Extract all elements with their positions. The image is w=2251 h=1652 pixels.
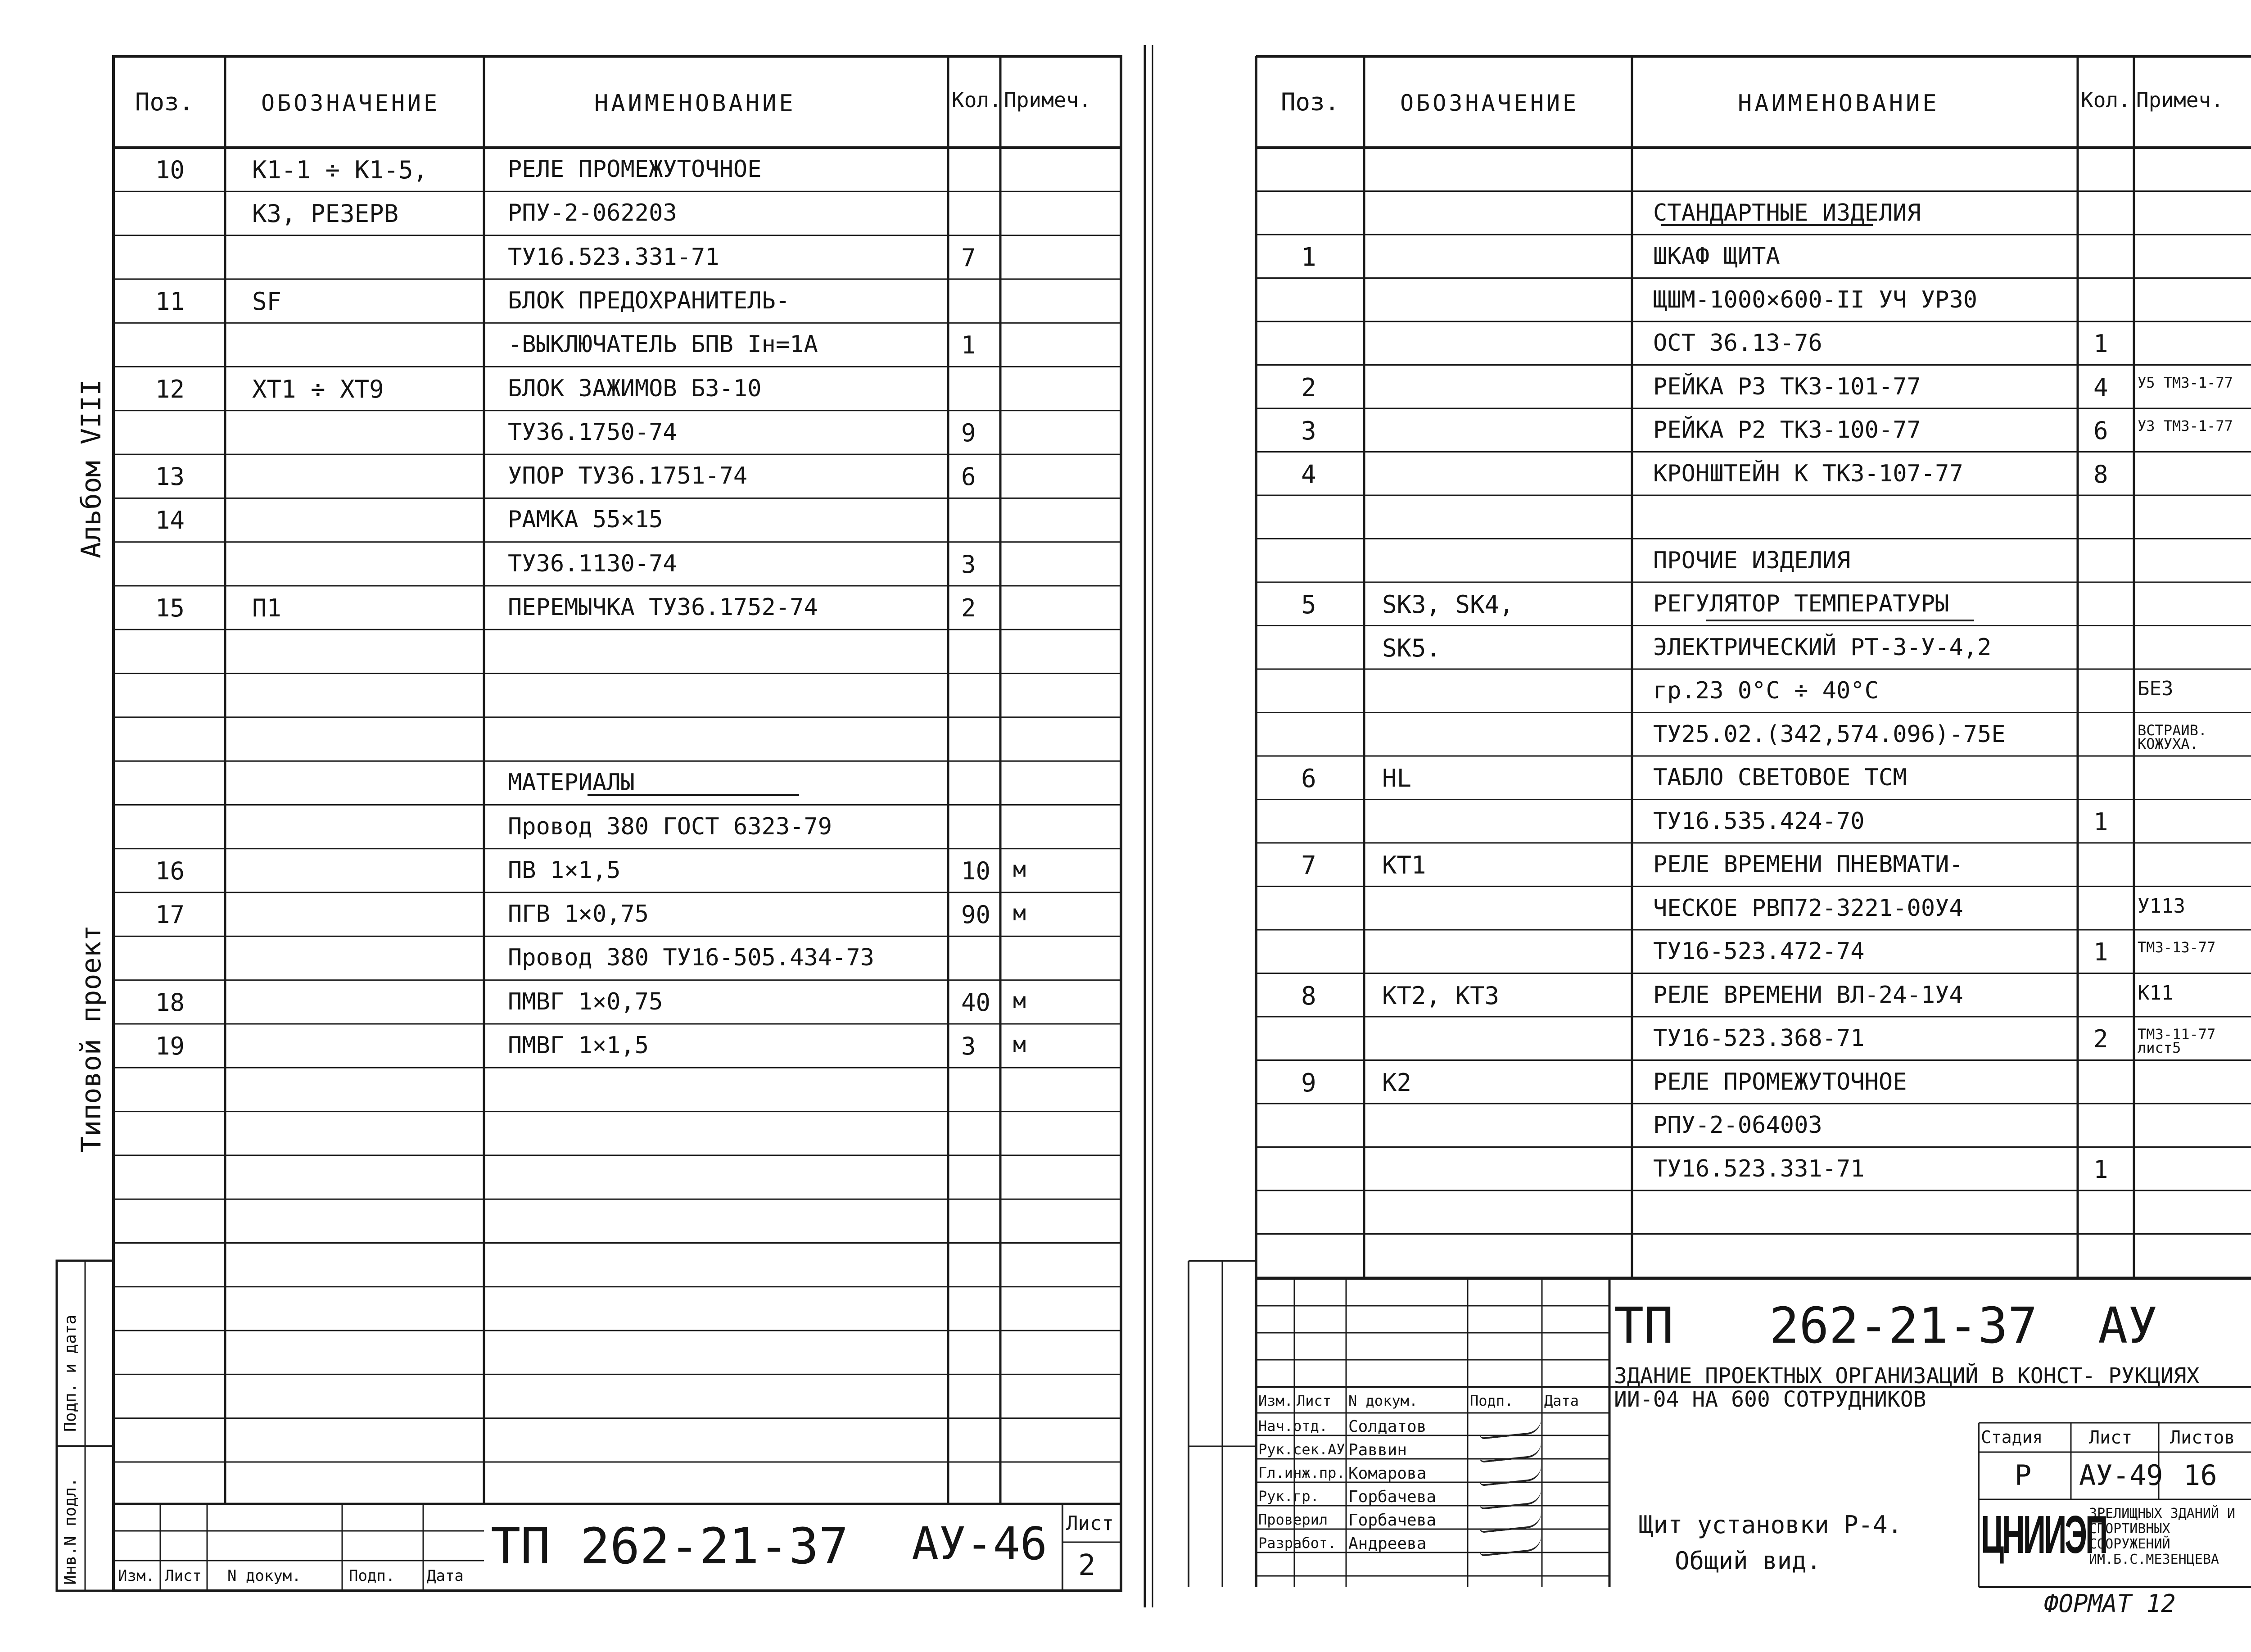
- right-header-name: НАИМЕНОВАНИЕ: [1738, 90, 1939, 117]
- podp-data-label: Подп. и дата: [61, 1314, 80, 1432]
- right-stamp-code: ТП: [1614, 1297, 1674, 1354]
- left-row-prim: м: [1013, 901, 1026, 926]
- right-row-name: КРОНШТЕЙН К ТК3-107-77: [1653, 460, 1963, 487]
- right-row-name: РЕЙКА Р2 ТК3-100-77: [1653, 416, 1921, 444]
- left-row-name: МАТЕРИАЛЫ: [508, 769, 635, 797]
- left-row-name: ТУ36.1130-74: [508, 550, 677, 577]
- right-stamp-lists-label: Листов: [2170, 1427, 2235, 1448]
- left-row-pos: 13: [155, 462, 185, 491]
- right-stamp-data: Дата: [1544, 1392, 1579, 1409]
- right-row-pos: 1: [1301, 243, 1316, 272]
- left-row-pos: 19: [155, 1032, 185, 1060]
- right-row-name: РЕГУЛЯТОР ТЕМПЕРАТУРЫ: [1653, 590, 1949, 617]
- left-row-name: Провод 380 ТУ16-505.434-73: [508, 944, 874, 972]
- right-stamp-ndok: N докум.: [1348, 1392, 1418, 1409]
- right-row-oboz: SK5.: [1382, 634, 1441, 662]
- right-row-name: РПУ-2-064003: [1653, 1112, 1822, 1139]
- right-row-name: РЕЙКА Р3 ТК3-101-77: [1653, 373, 1921, 400]
- stamp-person: Горбачева: [1348, 1488, 1437, 1506]
- right-stamp-code-num: 262-21-37: [1769, 1297, 2038, 1354]
- left-row-pos: 10: [155, 156, 185, 184]
- right-row-pos: 9: [1301, 1068, 1316, 1098]
- right-stamp-list: АУ-49: [2079, 1459, 2163, 1492]
- stamp-role: Рук.сек.АУ: [1258, 1441, 1345, 1458]
- left-stamp-podp: Подп.: [349, 1567, 395, 1585]
- left-row-qty: 2: [961, 594, 976, 622]
- right-row-name: ПРОЧИЕ ИЗДЕЛИЯ: [1653, 547, 1851, 574]
- org-logo: ЦНИИЭП: [1981, 1504, 2106, 1565]
- right-row-oboz: KT1: [1382, 851, 1426, 879]
- right-row-oboz: HL: [1382, 764, 1412, 792]
- stamp-person: Комарова: [1348, 1464, 1427, 1483]
- right-row-qty: 6: [2093, 416, 2108, 445]
- right-row-name: ШКАФ ЩИТА: [1653, 243, 1780, 270]
- left-stamp-list-label: Лист: [1066, 1512, 1114, 1535]
- left-row-name: ПМВГ 1×1,5: [508, 1032, 649, 1059]
- right-stamp-stage: Р: [2015, 1459, 2032, 1492]
- left-row-name: УПОР ТУ36.1751-74: [508, 462, 748, 490]
- right-stamp-podp: Подп.: [1470, 1392, 1514, 1409]
- right-stamp-code-suffix: АУ: [2098, 1297, 2158, 1354]
- left-row-qty: 6: [961, 462, 976, 491]
- left-row-oboz: ХТ1 ÷ ХТ9: [252, 375, 384, 403]
- right-stamp-lists: 16: [2183, 1459, 2217, 1492]
- left-row-qty: 10: [961, 856, 991, 885]
- left-row-name: ТУ36.1750-74: [508, 418, 677, 446]
- right-stamp-org: ЗРЕЛИЩНЫХ ЗДАНИЙ И СПОРТИВНЫХ СООРУЖЕНИЙ ИМ.Б.С.МЕЗЕНЦЕВА: [2089, 1506, 2236, 1567]
- stamp-person: Солдатов: [1348, 1417, 1427, 1436]
- right-row-prim: ТМ3-13-77: [2138, 939, 2216, 956]
- left-stamp-list-no: 2: [1078, 1549, 1096, 1582]
- right-row-qty: 1: [2093, 1155, 2108, 1184]
- left-row-pos: 15: [155, 594, 185, 622]
- right-header-qty: Кол.: [2081, 88, 2131, 112]
- left-row-name: БЛОК ПРЕДОХРАНИТЕЛЬ-: [508, 287, 790, 314]
- left-row-pos: 11: [155, 287, 185, 316]
- right-row-qty: 2: [2093, 1025, 2108, 1053]
- right-stamp-izm: Изм.: [1258, 1392, 1293, 1409]
- right-row-name: РЕЛЕ ВРЕМЕНИ ПНЕВМАТИ-: [1653, 851, 1963, 878]
- right-row-name: СТАНДАРТНЫЕ ИЗДЕЛИЯ: [1653, 199, 1921, 226]
- right-row-name: ЧЕСКОЕ РВП72-3221-00У4: [1653, 894, 1963, 922]
- right-row-oboz: K2: [1382, 1068, 1412, 1097]
- right-row-name: ТУ16-523.368-71: [1653, 1025, 1865, 1052]
- right-row-qty: 1: [2093, 807, 2108, 836]
- album-label: Альбом VIII: [76, 379, 107, 558]
- left-stamp-sheet-code: АУ-46: [912, 1517, 1048, 1570]
- right-row-name: ТУ16.523.331-71: [1653, 1155, 1865, 1182]
- right-row-prim: БЕЗ: [2138, 677, 2174, 700]
- right-header-oboz: ОБОЗНАЧЕНИЕ: [1400, 90, 1579, 116]
- left-row-prim: м: [1013, 1032, 1026, 1057]
- right-row-oboz: KT2, KT3: [1382, 981, 1500, 1010]
- left-row-name: РЕЛЕ ПРОМЕЖУТОЧНОЕ: [508, 156, 762, 183]
- right-row-pos: 5: [1301, 590, 1316, 620]
- right-row-name: ТУ25.02.(342,574.096)-75Е: [1653, 720, 2006, 748]
- stamp-role: Проверил: [1258, 1511, 1328, 1528]
- left-row-qty: 9: [961, 418, 976, 447]
- stamp-role: Гл.инж.пр.: [1258, 1464, 1345, 1481]
- left-stamp-ndok: N докум.: [227, 1567, 301, 1585]
- right-header-pos: Поз.: [1281, 88, 1340, 116]
- right-row-name: гр.23 0°С ÷ 40°С: [1653, 677, 1879, 704]
- left-row-qty: 7: [961, 243, 976, 272]
- right-row-name: ТУ16.535.424-70: [1653, 807, 1865, 835]
- right-row-pos: 2: [1301, 373, 1316, 403]
- stamp-person: Горбачева: [1348, 1511, 1437, 1530]
- left-row-name: ТУ16.523.331-71: [508, 243, 719, 271]
- right-row-prim: У113: [2138, 894, 2185, 918]
- left-row-name: ПВ 1×1,5: [508, 856, 621, 884]
- left-row-name: Провод 380 ГОСТ 6323-79: [508, 813, 832, 840]
- stamp-role: Разработ.: [1258, 1534, 1337, 1552]
- left-row-qty: 1: [961, 331, 976, 360]
- left-row-name: -ВЫКЛЮЧАТЕЛЬ БПВ Iн=1А: [508, 331, 818, 358]
- right-row-name: ТАБЛО СВЕТОВОЕ ТСМ: [1653, 764, 1907, 791]
- right-row-oboz: SK3, SK4,: [1382, 590, 1514, 619]
- left-row-pos: 14: [155, 506, 185, 535]
- right-stamp-title2: Общий вид.: [1675, 1547, 1822, 1575]
- stamp-person: Андреева: [1348, 1534, 1427, 1553]
- left-row-qty: 40: [961, 988, 991, 1017]
- right-stamp-title1: Щит установки Р-4.: [1639, 1511, 1903, 1539]
- left-row-qty: 3: [961, 550, 976, 579]
- project-label: Типовой проект: [76, 925, 107, 1153]
- right-row-qty: 4: [2093, 373, 2108, 402]
- right-row-qty: 1: [2093, 938, 2108, 966]
- right-row-prim: ВСТРАИВ. КОЖУХА.: [2138, 721, 2207, 752]
- left-row-pos: 17: [155, 901, 185, 929]
- left-row-oboz: К3, РЕЗЕРВ: [252, 199, 399, 228]
- left-row-qty: 90: [961, 901, 991, 929]
- right-row-pos: 7: [1301, 851, 1316, 880]
- right-row-name: ТУ16-523.472-74: [1653, 938, 1865, 965]
- right-row-prim: У3 ТМ3-1-77: [2138, 417, 2233, 434]
- right-row-name: РЕЛЕ ВРЕМЕНИ ВЛ-24-1У4: [1653, 981, 1963, 1009]
- right-stamp-building: ЗДАНИЕ ПРОЕКТНЫХ ОРГАНИЗАЦИЙ В КОНСТ- РУКЦИЯХ ИИ-04 НА 600 СОТРУДНИКОВ: [1614, 1363, 2200, 1412]
- right-header-prim: Примеч.: [2136, 88, 2224, 112]
- right-row-pos: 4: [1301, 460, 1316, 489]
- inv-label: Инв.N подл.: [61, 1477, 80, 1585]
- left-row-name: БЛОК ЗАЖИМОВ БЗ-10: [508, 375, 762, 402]
- left-row-oboz: SF: [252, 287, 282, 316]
- stamp-role: Нач.отд.: [1258, 1417, 1328, 1435]
- left-header-prim: Примеч.: [1004, 88, 1091, 112]
- left-row-name: РАМКА 55×15: [508, 506, 663, 534]
- left-row-name: ПГВ 1×0,75: [508, 901, 649, 928]
- right-row-pos: 3: [1301, 416, 1316, 446]
- left-stamp-code: ТП 262-21-37: [491, 1517, 849, 1575]
- left-row-oboz: К1-1 ÷ К1-5,: [252, 156, 428, 184]
- right-row-pos: 6: [1301, 764, 1316, 793]
- left-row-oboz: П1: [252, 594, 282, 622]
- right-row-qty: 8: [2093, 460, 2108, 489]
- left-row-name: РПУ-2-062203: [508, 199, 677, 227]
- left-stamp-list: Лист: [165, 1567, 202, 1585]
- left-stamp-izm: Изм.: [118, 1567, 155, 1585]
- right-row-name: ЩШМ-1000×600-II УЧ УР30: [1653, 286, 1978, 313]
- right-row-prim: У5 ТМ3-1-77: [2138, 374, 2233, 391]
- left-header-pos: Поз.: [135, 88, 194, 116]
- left-row-name: ПМВГ 1×0,75: [508, 988, 663, 1015]
- stamp-role: Рук.гр.: [1258, 1488, 1319, 1505]
- left-row-prim: м: [1013, 856, 1026, 882]
- left-row-pos: 18: [155, 988, 185, 1017]
- left-row-name: ПЕРЕМЫЧКА ТУ36.1752-74: [508, 594, 818, 621]
- left-row-pos: 16: [155, 856, 185, 885]
- left-stamp-data: Дата: [427, 1567, 464, 1585]
- right-row-name: РЕЛЕ ПРОМЕЖУТОЧНОЕ: [1653, 1068, 1907, 1095]
- right-row-prim: К11: [2138, 981, 2174, 1005]
- left-header-name: НАИМЕНОВАНИЕ: [594, 90, 796, 117]
- right-row-prim: ТМ3-11-77 лист5: [2138, 1026, 2216, 1056]
- stamp-person: Раввин: [1348, 1441, 1407, 1459]
- right-row-name: ЭЛЕКТРИЧЕСКИЙ РТ-3-У-4,2: [1653, 634, 1992, 661]
- left-header-oboz: ОБОЗНАЧЕНИЕ: [261, 90, 440, 116]
- right-row-name: ОСТ 36.13-76: [1653, 330, 1822, 357]
- format-label: ФОРМАТ 12: [2044, 1589, 2176, 1618]
- left-header-qty: Кол.: [952, 88, 1002, 112]
- right-stamp-stage-label: Стадия: [1981, 1427, 2043, 1447]
- left-row-pos: 12: [155, 375, 185, 403]
- right-row-qty: 1: [2093, 330, 2108, 358]
- right-row-pos: 8: [1301, 981, 1316, 1011]
- left-row-prim: м: [1013, 988, 1026, 1014]
- left-row-qty: 3: [961, 1032, 976, 1060]
- right-stamp-list-label: Лист: [2089, 1427, 2133, 1448]
- right-stamp-list-col: Лист: [1297, 1392, 1332, 1409]
